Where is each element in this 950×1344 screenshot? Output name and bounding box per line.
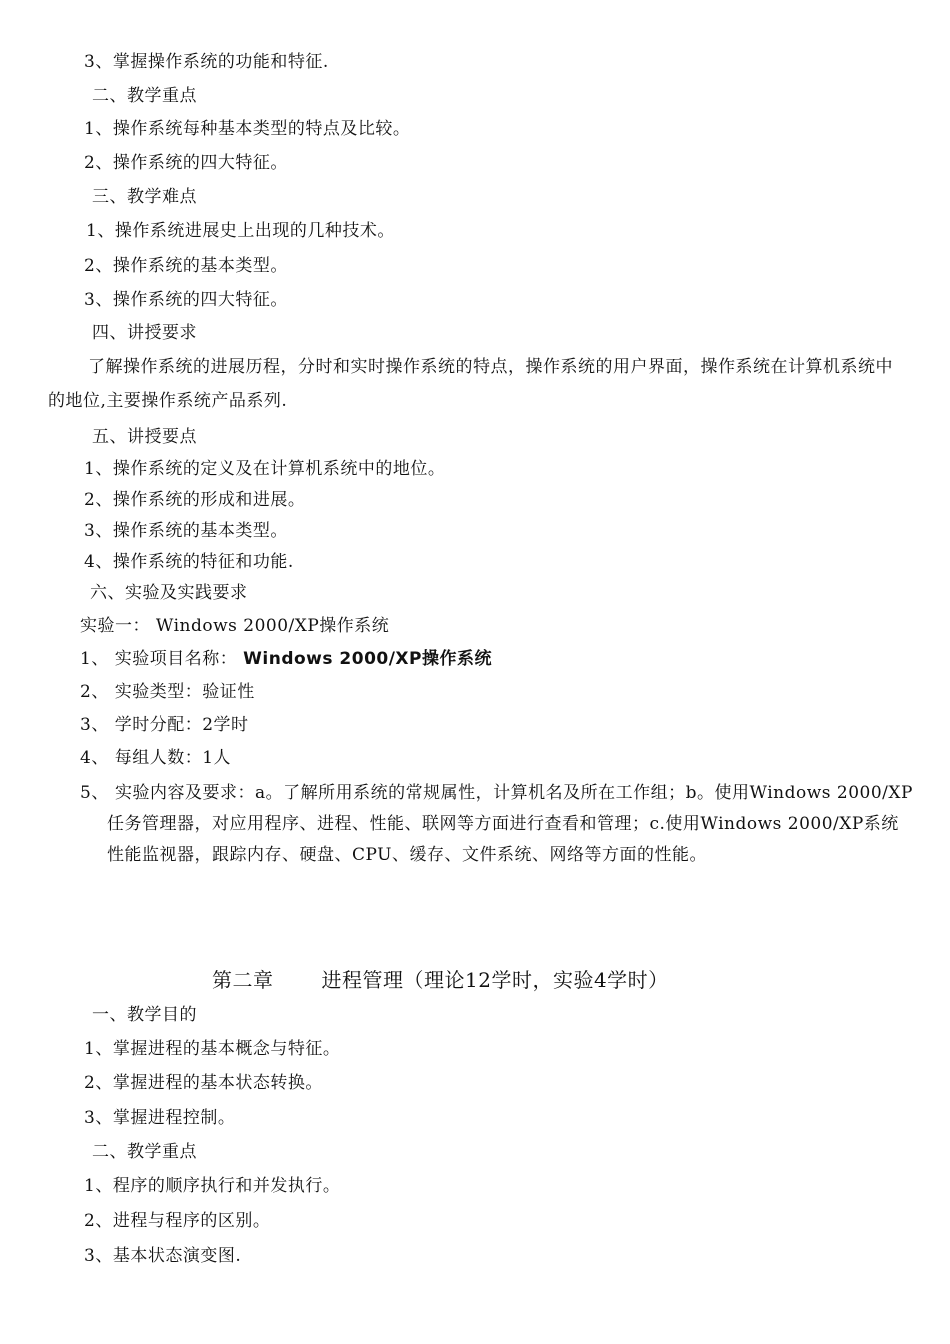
difficulty-item-2: 2、操作系统的基本类型。 <box>84 256 288 276</box>
experiment-item-5-text: 实验内容及要求：a。了解所用系统的常规属性，计算机名及所在工作组；b。使用Windows 2000/XP任务管理器，对应用程序、进程、性能、联网等方面进行查看和管理；c.使用Windows 2000/XP系统性能监视器，跟踪内存、硬盘、CPU、缓存、文件系统、网络等方面的性能。 <box>107 783 913 865</box>
lecture-points-heading: 五、讲授要点 <box>92 427 197 447</box>
experiment-item-1-value: Windows 2000/XP操作系统 <box>243 649 493 669</box>
chapter2-goal-item-1: 1、掌握进程的基本概念与特征。 <box>84 1039 341 1059</box>
chapter2-goal-item-2: 2、掌握进程的基本状态转换。 <box>84 1073 323 1093</box>
lecture-point-item-3: 3、操作系统的基本类型。 <box>84 521 288 541</box>
lecture-point-item-2: 2、操作系统的形成和进展。 <box>84 490 306 510</box>
experiment-item-3: 3、 学时分配：2学时 <box>80 715 249 735</box>
lecture-point-item-1: 1、操作系统的定义及在计算机系统中的地位。 <box>84 459 446 479</box>
experiment-item-4: 4、 每组人数：1人 <box>80 748 232 768</box>
lecture-point-item-4: 4、操作系统的特征和功能. <box>84 552 294 572</box>
chapter2-key-point-item-2: 2、进程与程序的区别。 <box>84 1211 271 1231</box>
chapter-label: 第二章 <box>212 968 274 992</box>
difficulties-heading: 三、教学难点 <box>92 187 197 207</box>
chapter2-key-point-item-1: 1、程序的顺序执行和并发执行。 <box>84 1176 341 1196</box>
chapter2-goal-item-3: 3、掌握进程控制。 <box>84 1108 236 1128</box>
key-point-item-1: 1、操作系统每种基本类型的特点及比较。 <box>84 119 411 139</box>
experiment-item-1-label: 1、 实验项目名称： <box>80 649 238 669</box>
difficulty-item-1: 1、操作系统进展史上出现的几种技术。 <box>86 221 395 241</box>
chapter2-goals-heading: 一、教学目的 <box>92 1005 197 1025</box>
goal-item-3: 3、掌握操作系统的功能和特征. <box>84 52 329 72</box>
chapter2-key-point-item-3: 3、基本状态演变图. <box>84 1246 242 1266</box>
experiment-title: 实验一： Windows 2000/XP操作系统 <box>80 616 390 636</box>
experiment-heading: 六、实验及实践要求 <box>90 583 248 603</box>
chapter2-key-points-heading: 二、教学重点 <box>92 1142 197 1162</box>
experiment-item-2: 2、 实验类型：验证性 <box>80 682 255 702</box>
chapter-heading <box>212 966 669 994</box>
experiment-item-5-number: 5、 <box>80 783 109 803</box>
key-point-item-2: 2、操作系统的四大特征。 <box>84 153 288 173</box>
experiment-item-1 <box>80 647 492 671</box>
experiment-item-5 <box>80 778 914 871</box>
requirements-paragraph: 了解操作系统的进展历程，分时和实时操作系统的特点，操作系统的用户界面，操作系统在计算机系统中的地位,主要操作系统产品系列. <box>48 357 893 411</box>
key-points-heading: 二、教学重点 <box>92 86 197 106</box>
requirements-heading: 四、讲授要求 <box>92 323 197 343</box>
chapter-title: 进程管理（理论12学时，实验4学时） <box>321 968 669 992</box>
difficulty-item-3: 3、操作系统的四大特征。 <box>84 290 288 310</box>
